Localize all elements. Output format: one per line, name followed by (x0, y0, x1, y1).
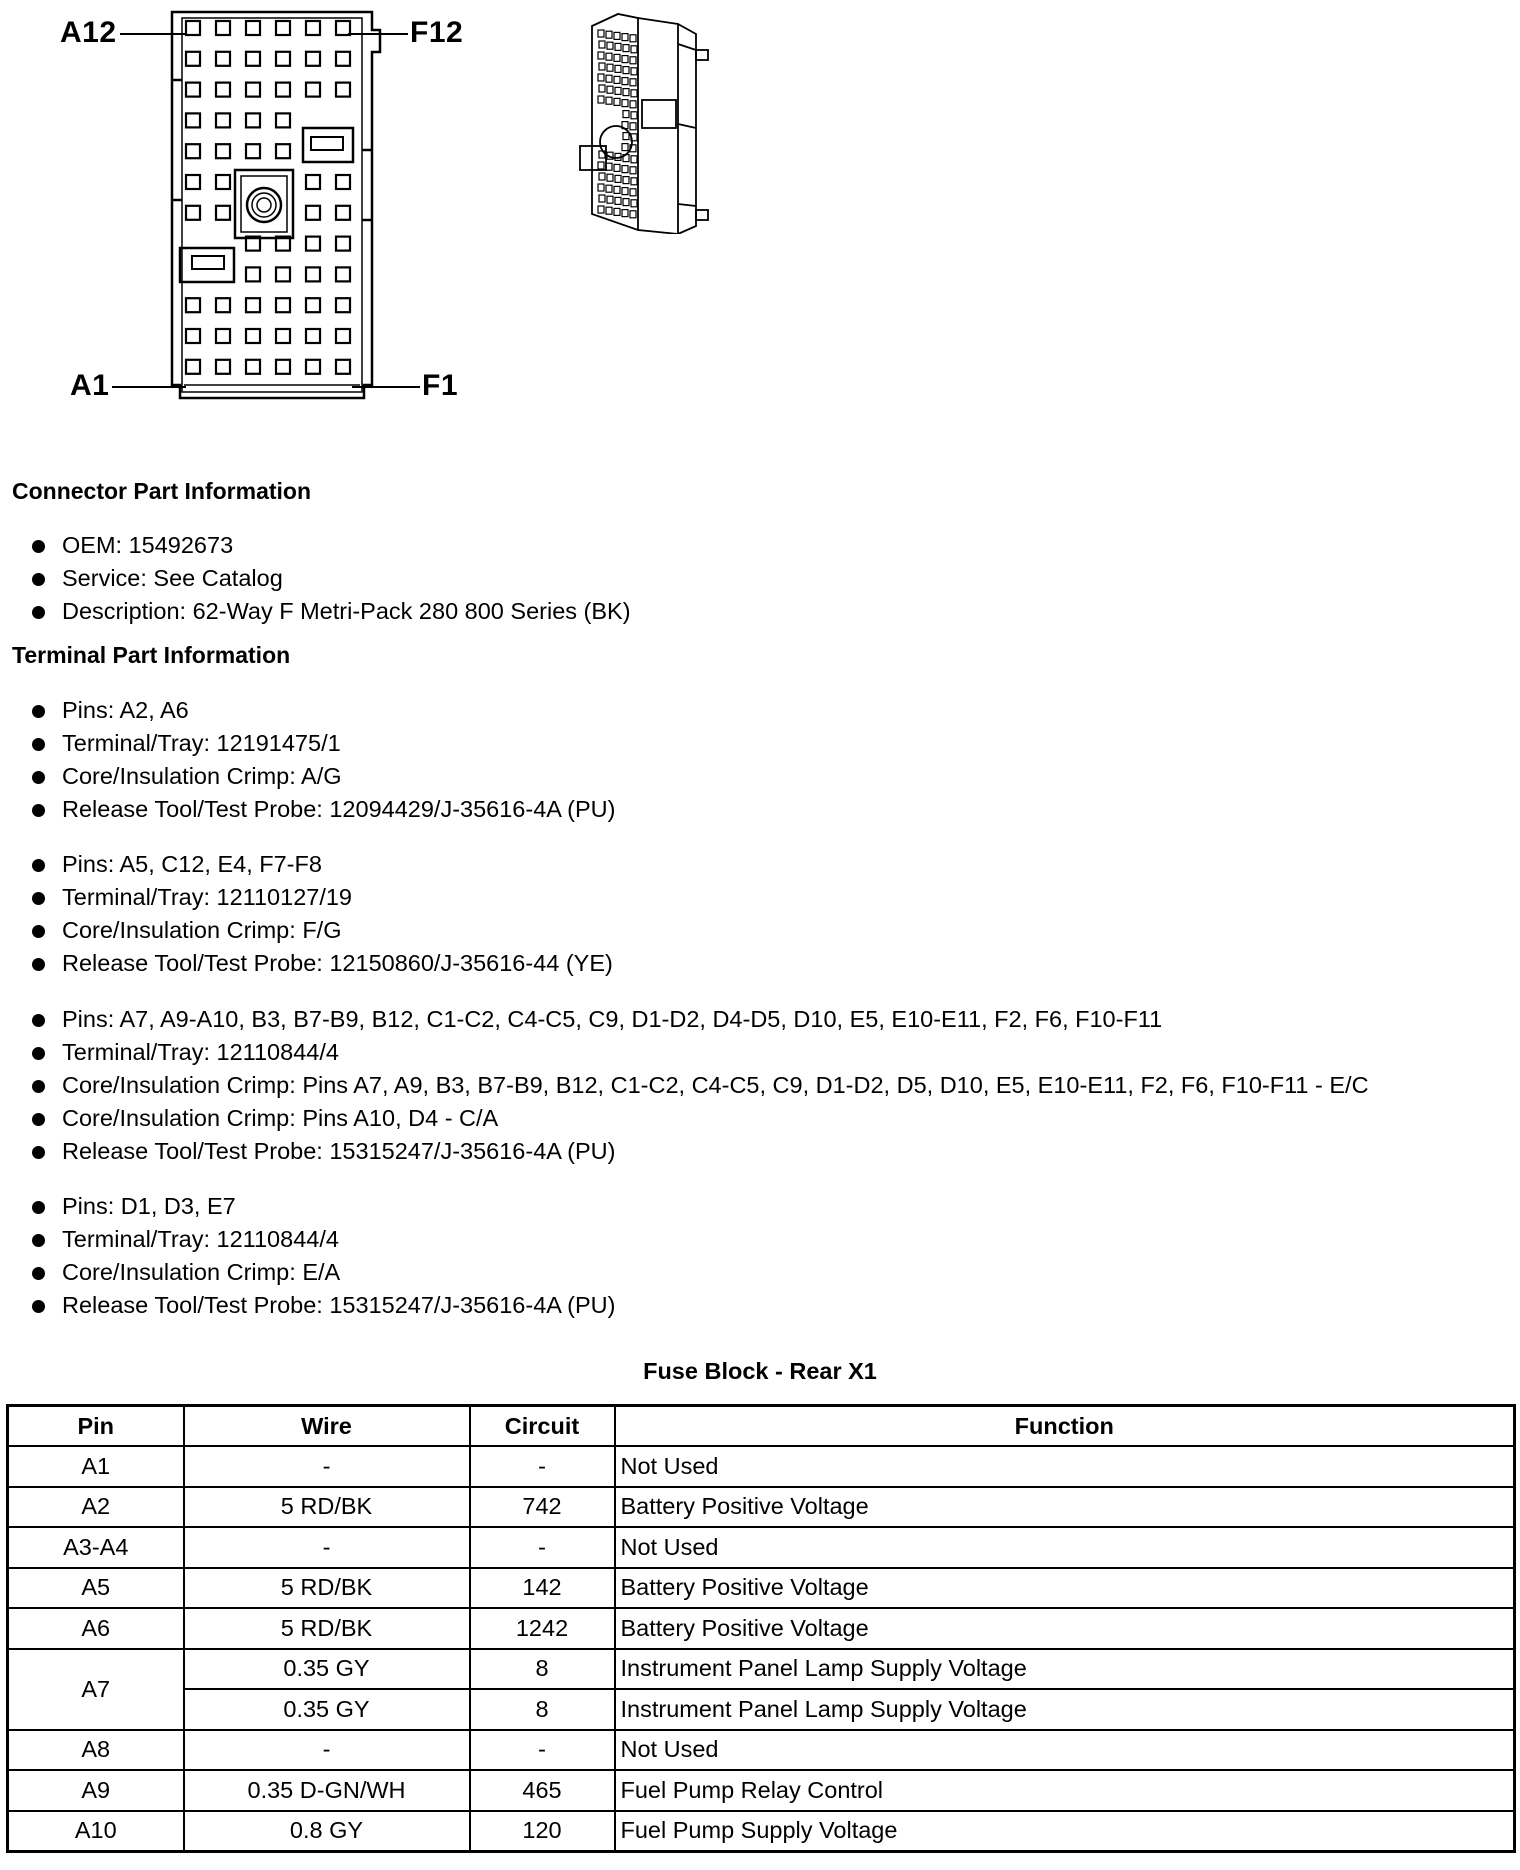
terminal-group-2 (30, 848, 613, 980)
cell-pin: A7 (8, 1649, 184, 1730)
iso-pin-cavity (615, 87, 621, 94)
cell-wire: 5 RD/BK (184, 1568, 470, 1609)
list-item: Terminal/Tray: 12110844/4 (30, 1036, 1369, 1069)
list-item: Terminal/Tray: 12191475/1 (30, 727, 615, 760)
list-item: Service: See Catalog (30, 562, 631, 595)
pin-cavity (186, 329, 200, 343)
cell-pin: A5 (8, 1568, 184, 1609)
cell-pin: A3-A4 (8, 1527, 184, 1568)
cell-pin: A1 (8, 1446, 184, 1487)
connector-part-info-list (30, 529, 631, 628)
cell-pin: A10 (8, 1811, 184, 1852)
iso-pin-cavity (623, 111, 629, 118)
cell-function: Not Used (615, 1446, 1515, 1487)
iso-pin-cavity (599, 41, 605, 48)
cell-function: Instrument Panel Lamp Supply Voltage (615, 1689, 1515, 1730)
cell-function: Not Used (615, 1527, 1515, 1568)
table-header-row (8, 1406, 1515, 1447)
pin-cavity (276, 83, 290, 97)
cell-wire: 0.8 GY (184, 1811, 470, 1852)
table-row (8, 1730, 1515, 1771)
pin-cavity (276, 267, 290, 281)
pin-cavity (186, 298, 200, 312)
iso-pin-cavity (615, 197, 621, 204)
header-circuit: Circuit (470, 1406, 615, 1447)
iso-pin-cavity (630, 79, 636, 86)
cell-pin: A8 (8, 1730, 184, 1771)
cell-circuit: 1242 (470, 1608, 615, 1649)
cell-wire: - (184, 1730, 470, 1771)
iso-pin-cavity (630, 211, 636, 218)
iso-pin-cavity (598, 184, 604, 191)
iso-pin-cavity (614, 208, 620, 215)
terminal-group-3 (30, 1003, 1369, 1168)
pin-cavity (306, 329, 320, 343)
pin-cavity (186, 83, 200, 97)
iso-pin-cavity (623, 67, 629, 74)
list-item: Core/Insulation Crimp: E/A (30, 1256, 615, 1289)
cell-circuit: 8 (470, 1689, 615, 1730)
cell-wire: - (184, 1527, 470, 1568)
iso-pin-cavity (607, 42, 613, 49)
pin-cavity (276, 360, 290, 374)
pin-cavity (306, 298, 320, 312)
cell-function: Battery Positive Voltage (615, 1487, 1515, 1528)
iso-pin-cavity (598, 206, 604, 213)
iso-pin-cavity (623, 133, 629, 140)
iso-pin-cavity (631, 112, 637, 119)
iso-pin-cavity (622, 144, 628, 151)
iso-pin-cavity (623, 199, 629, 206)
table-row (8, 1608, 1515, 1649)
terminal-group-4 (30, 1190, 615, 1322)
table-row (8, 1446, 1515, 1487)
header-pin: Pin (8, 1406, 184, 1447)
pin-cavity (246, 298, 260, 312)
cell-wire: 0.35 GY (184, 1649, 470, 1690)
list-item: Pins: A2, A6 (30, 694, 615, 727)
pin-cavity (336, 83, 350, 97)
header-wire: Wire (184, 1406, 470, 1447)
table-row (8, 1527, 1515, 1568)
pin-table (6, 1404, 1516, 1853)
iso-pin-cavity (622, 210, 628, 217)
iso-pin-cavity (630, 35, 636, 42)
pin-cavity (306, 83, 320, 97)
iso-pin-cavity (606, 97, 612, 104)
iso-pin-cavity (622, 34, 628, 41)
pin-cavity (306, 267, 320, 281)
pin-cavity (216, 329, 230, 343)
list-item: Core/Insulation Crimp: Pins A7, A9, B3, B7-B9, B12, C1-C2, C4-C5, C9, D1-D2, D5, D10, E5, E10-E11, F2, F6, F10-F11 - E/C (30, 1069, 1369, 1102)
iso-pin-cavity (598, 52, 604, 59)
iso-pin-cavity (614, 164, 620, 171)
table-row (8, 1689, 1515, 1730)
connector-part-info-heading: Connector Part Information (12, 478, 312, 504)
list-item: Release Tool/Test Probe: 12150860/J-35616-44 (YE) (30, 947, 613, 980)
table-row (8, 1811, 1515, 1852)
iso-pin-cavity (631, 156, 637, 163)
pin-cavity (276, 52, 290, 66)
iso-pin-cavity (615, 43, 621, 50)
pin-cavity (186, 52, 200, 66)
list-item: Core/Insulation Crimp: F/G (30, 914, 613, 947)
list-item: Release Tool/Test Probe: 12094429/J-35616-4A (PU) (30, 793, 615, 826)
iso-pin-cavity (599, 173, 605, 180)
iso-pin-cavity (631, 200, 637, 207)
pin-cavity (276, 298, 290, 312)
cell-function: Battery Positive Voltage (615, 1568, 1515, 1609)
pin-cavity (216, 144, 230, 158)
pin-cavity (246, 267, 260, 281)
iso-pin-cavity (630, 57, 636, 64)
cell-circuit: 8 (470, 1649, 615, 1690)
pin-cavity (336, 52, 350, 66)
iso-pin-cavity (630, 101, 636, 108)
pin-cavity (276, 113, 290, 127)
cell-function: Battery Positive Voltage (615, 1608, 1515, 1649)
iso-pin-cavity (630, 167, 636, 174)
list-item: Pins: A7, A9-A10, B3, B7-B9, B12, C1-C2, C4-C5, C9, D1-D2, D4-D5, D10, E5, E10-E11, F2, F6, F10-F11 (30, 1003, 1369, 1036)
table-row (8, 1649, 1515, 1690)
iso-pin-cavity (606, 185, 612, 192)
pin-cavity (246, 144, 260, 158)
pin-cavity (336, 298, 350, 312)
pin-cavity (216, 206, 230, 220)
iso-pin-cavity (606, 163, 612, 170)
iso-pin-cavity (607, 86, 613, 93)
iso-pin-cavity (622, 188, 628, 195)
iso-pin-cavity (606, 53, 612, 60)
pin-cavity (186, 175, 200, 189)
cell-wire: 0.35 D-GN/WH (184, 1770, 470, 1811)
iso-pin-cavity (614, 32, 620, 39)
list-item: Terminal/Tray: 12110844/4 (30, 1223, 615, 1256)
pin-cavity (216, 175, 230, 189)
list-item: Release Tool/Test Probe: 15315247/J-35616-4A (PU) (30, 1289, 615, 1322)
iso-pin-cavity (630, 123, 636, 130)
pin-cavity (336, 175, 350, 189)
pin-cavity (246, 360, 260, 374)
pin-cavity (306, 237, 320, 251)
list-item: OEM: 15492673 (30, 529, 631, 562)
cell-circuit: - (470, 1446, 615, 1487)
cell-wire: - (184, 1446, 470, 1487)
cell-function: Not Used (615, 1730, 1515, 1771)
table-title: Fuse Block - Rear X1 (643, 1358, 877, 1384)
pin-cavity (216, 52, 230, 66)
iso-pin-cavity (623, 45, 629, 52)
list-item: Core/Insulation Crimp: A/G (30, 760, 615, 793)
pin-cavity (186, 206, 200, 220)
iso-pin-cavity (622, 166, 628, 173)
iso-pin-cavity (622, 100, 628, 107)
pin-cavity (336, 329, 350, 343)
pin-cavity (216, 113, 230, 127)
pin-cavity (306, 175, 320, 189)
iso-pin-cavity (631, 178, 637, 185)
terminal-group-1 (30, 694, 615, 826)
pin-cavity (306, 206, 320, 220)
cell-function: Fuel Pump Supply Voltage (615, 1811, 1515, 1852)
iso-pin-cavity (598, 162, 604, 169)
label-f1: F1 (422, 369, 459, 402)
iso-pin-cavity (623, 89, 629, 96)
pin-cavity (216, 360, 230, 374)
iso-pin-cavity (622, 56, 628, 63)
iso-pin-cavity (598, 74, 604, 81)
iso-pin-cavity (623, 177, 629, 184)
pin-cavity (216, 298, 230, 312)
cell-circuit: 742 (470, 1487, 615, 1528)
list-item: Pins: D1, D3, E7 (30, 1190, 615, 1223)
iso-pin-cavity (599, 63, 605, 70)
cell-pin: A6 (8, 1608, 184, 1649)
iso-pin-cavity (607, 196, 613, 203)
pin-cavity (336, 360, 350, 374)
pin-cavity (276, 144, 290, 158)
list-item: Pins: A5, C12, E4, F7-F8 (30, 848, 613, 881)
pin-cavity (216, 21, 230, 35)
pin-cavity (216, 83, 230, 97)
iso-pin-cavity (615, 175, 621, 182)
iso-pin-cavity (598, 30, 604, 37)
iso-pin-cavity (606, 31, 612, 38)
iso-pin-cavity (598, 96, 604, 103)
cell-wire: 5 RD/BK (184, 1608, 470, 1649)
cell-wire: 5 RD/BK (184, 1487, 470, 1528)
pin-cavity (186, 144, 200, 158)
connector-diagram (0, 0, 760, 430)
pin-cavity (336, 267, 350, 281)
iso-pin-cavity (599, 195, 605, 202)
pin-cavity (336, 206, 350, 220)
header-function: Function (615, 1406, 1515, 1447)
iso-pin-cavity (615, 65, 621, 72)
terminal-part-info-heading: Terminal Part Information (12, 642, 291, 668)
cell-wire: 0.35 GY (184, 1689, 470, 1730)
table-row (8, 1770, 1515, 1811)
pin-cavity (246, 52, 260, 66)
list-item: Terminal/Tray: 12110127/19 (30, 881, 613, 914)
pin-cavity (246, 113, 260, 127)
iso-pin-cavity (630, 189, 636, 196)
cell-pin: A2 (8, 1487, 184, 1528)
iso-pin-cavity (606, 75, 612, 82)
pin-cavity (336, 237, 350, 251)
pin-cavity (186, 21, 200, 35)
table-row (8, 1487, 1515, 1528)
iso-pin-cavity (614, 54, 620, 61)
iso-pin-cavity (607, 64, 613, 71)
iso-pin-cavity (614, 186, 620, 193)
iso-pin-cavity (614, 98, 620, 105)
iso-pin-cavity (622, 78, 628, 85)
pin-cavity (186, 113, 200, 127)
iso-pin-cavity (631, 68, 637, 75)
connector-isometric-view (578, 4, 758, 234)
pin-cavity (306, 360, 320, 374)
list-item: Description: 62-Way F Metri-Pack 280 800 Series (BK) (30, 595, 631, 628)
cell-circuit: 465 (470, 1770, 615, 1811)
iso-pin-cavity (614, 76, 620, 83)
iso-pin-cavity (606, 207, 612, 214)
pin-cavity (246, 83, 260, 97)
iso-pin-cavity (607, 174, 613, 181)
cell-function: Fuel Pump Relay Control (615, 1770, 1515, 1811)
pin-cavity (276, 21, 290, 35)
label-f12: F12 (410, 16, 464, 49)
pin-cavity (306, 52, 320, 66)
pin-cavity (276, 329, 290, 343)
iso-pin-cavity (631, 46, 637, 53)
cell-circuit: - (470, 1730, 615, 1771)
pin-cavity (306, 21, 320, 35)
iso-pin-cavity (631, 90, 637, 97)
pin-cavity (186, 360, 200, 374)
cell-function: Instrument Panel Lamp Supply Voltage (615, 1649, 1515, 1690)
label-a1: A1 (70, 369, 110, 402)
cell-circuit: 142 (470, 1568, 615, 1609)
cell-circuit: 120 (470, 1811, 615, 1852)
cell-circuit: - (470, 1527, 615, 1568)
list-item: Release Tool/Test Probe: 15315247/J-35616-4A (PU) (30, 1135, 1369, 1168)
list-item: Core/Insulation Crimp: Pins A10, D4 - C/A (30, 1102, 1369, 1135)
pin-cavity (336, 21, 350, 35)
pin-cavity (246, 329, 260, 343)
table-row (8, 1568, 1515, 1609)
iso-pin-cavity (599, 85, 605, 92)
pin-cavity (246, 21, 260, 35)
cell-pin: A9 (8, 1770, 184, 1811)
label-a12: A12 (60, 16, 117, 49)
